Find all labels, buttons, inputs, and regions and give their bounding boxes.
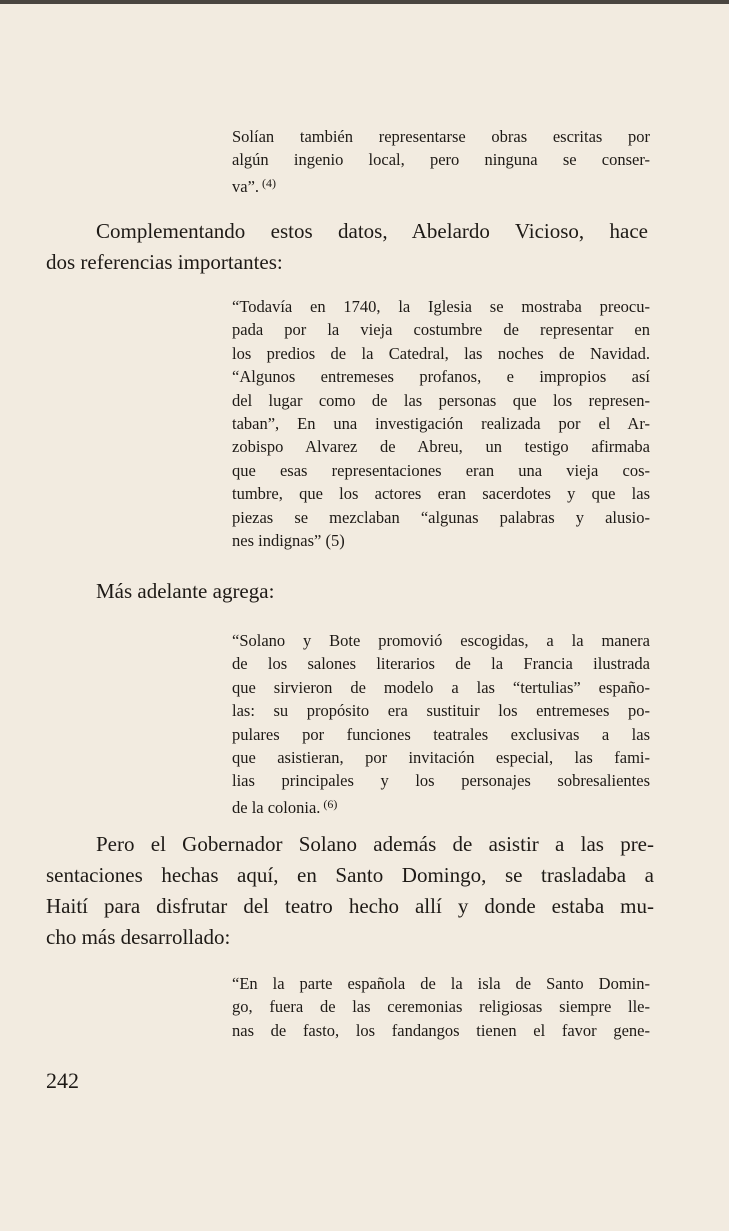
page-top-edge	[0, 0, 729, 4]
quote-3	[232, 629, 650, 819]
quote-3-line: “Solano y Bote promovió escogidas, a la manera	[232, 631, 650, 650]
quote-3-line: las: su propósito era sustituir los entremeses po-	[232, 701, 650, 721]
quote-4-line: nas de fasto, los fandangos tienen el favor gene-	[232, 1020, 650, 1040]
quote-3-line: pulares por funciones teatrales exclusivas a las	[232, 724, 650, 744]
paragraph-3-line: sentaciones hechas aquí, en Santo Domingo, se trasladaba a	[46, 863, 654, 887]
paragraph-2-line: Más adelante agrega:	[96, 579, 275, 603]
quote-3-line-text: de la colonia.	[232, 797, 321, 817]
quote-2-line: “Algunos entremeses profanos, e impropios así	[232, 367, 650, 387]
quote-3-line: que sirvieron de modelo a las “tertulias” españo-	[232, 677, 650, 697]
quote-2-line: que esas representaciones eran una vieja cos-	[232, 460, 650, 480]
paragraph-3-line: cho más desarrollado:	[46, 925, 231, 949]
paragraph-1-line: Complementando estos datos, Abelardo Vicioso, hace	[96, 219, 648, 243]
quote-2-line: “Todavía en 1740, la Iglesia se mostraba preocu-	[232, 297, 650, 316]
paragraph-2	[96, 576, 648, 607]
quote-2-line: zobispo Alvarez de Abreu, un testigo afirmaba	[232, 437, 650, 457]
quote-2-line: los predios de la Catedral, las noches de Navidad.	[232, 343, 650, 363]
quote-2-line: piezas se mezclaban “algunas palabras y alusio-	[232, 507, 650, 527]
quote-2-line: del lugar como de las personas que los represen-	[232, 390, 650, 410]
quote-2-line: pada por la vieja costumbre de representar en	[232, 320, 650, 340]
quote-1-line-text: va”.	[232, 176, 260, 196]
page-number: 242	[46, 1068, 79, 1093]
paragraph-3-line: Haití para disfrutar del teatro hecho allí y donde estaba mu-	[46, 894, 654, 918]
quote-2	[232, 295, 650, 552]
quote-3-line: que asistieran, por invitación especial, las fami-	[232, 748, 650, 768]
quote-1	[232, 125, 650, 198]
quote-2-line: nes indignas” (5)	[232, 531, 345, 551]
footnote-ref-6: (6)	[323, 796, 338, 811]
paragraph-1-line: dos referencias importantes:	[46, 250, 283, 274]
quote-1-line: algún ingenio local, pero ninguna se conser-	[232, 150, 650, 170]
paragraph-3-line: Pero el Gobernador Solano además de asistir a las pre-	[96, 832, 654, 856]
quote-4-line: “En la parte española de la isla de Santo Domin-	[232, 974, 650, 993]
quote-2-line: tumbre, que los actores eran sacerdotes y que las	[232, 484, 650, 504]
paragraph-1	[46, 216, 648, 278]
quote-1-line: Solían también representarse obras escritas por	[232, 127, 650, 146]
quote-3-line	[232, 793, 650, 819]
quote-3-line: de los salones literarios de la Francia ilustrada	[232, 654, 650, 674]
quote-2-line: taban”, En una investigación realizada por el Ar-	[232, 414, 650, 434]
paragraph-3	[46, 829, 654, 953]
quote-4	[232, 972, 650, 1042]
footnote-ref-4: (4)	[262, 175, 277, 190]
quote-4-line: go, fuera de las ceremonias religiosas siempre lle-	[232, 997, 650, 1017]
quote-1-line	[232, 172, 650, 198]
quote-3-line: lias principales y los personajes sobresalientes	[232, 771, 650, 791]
